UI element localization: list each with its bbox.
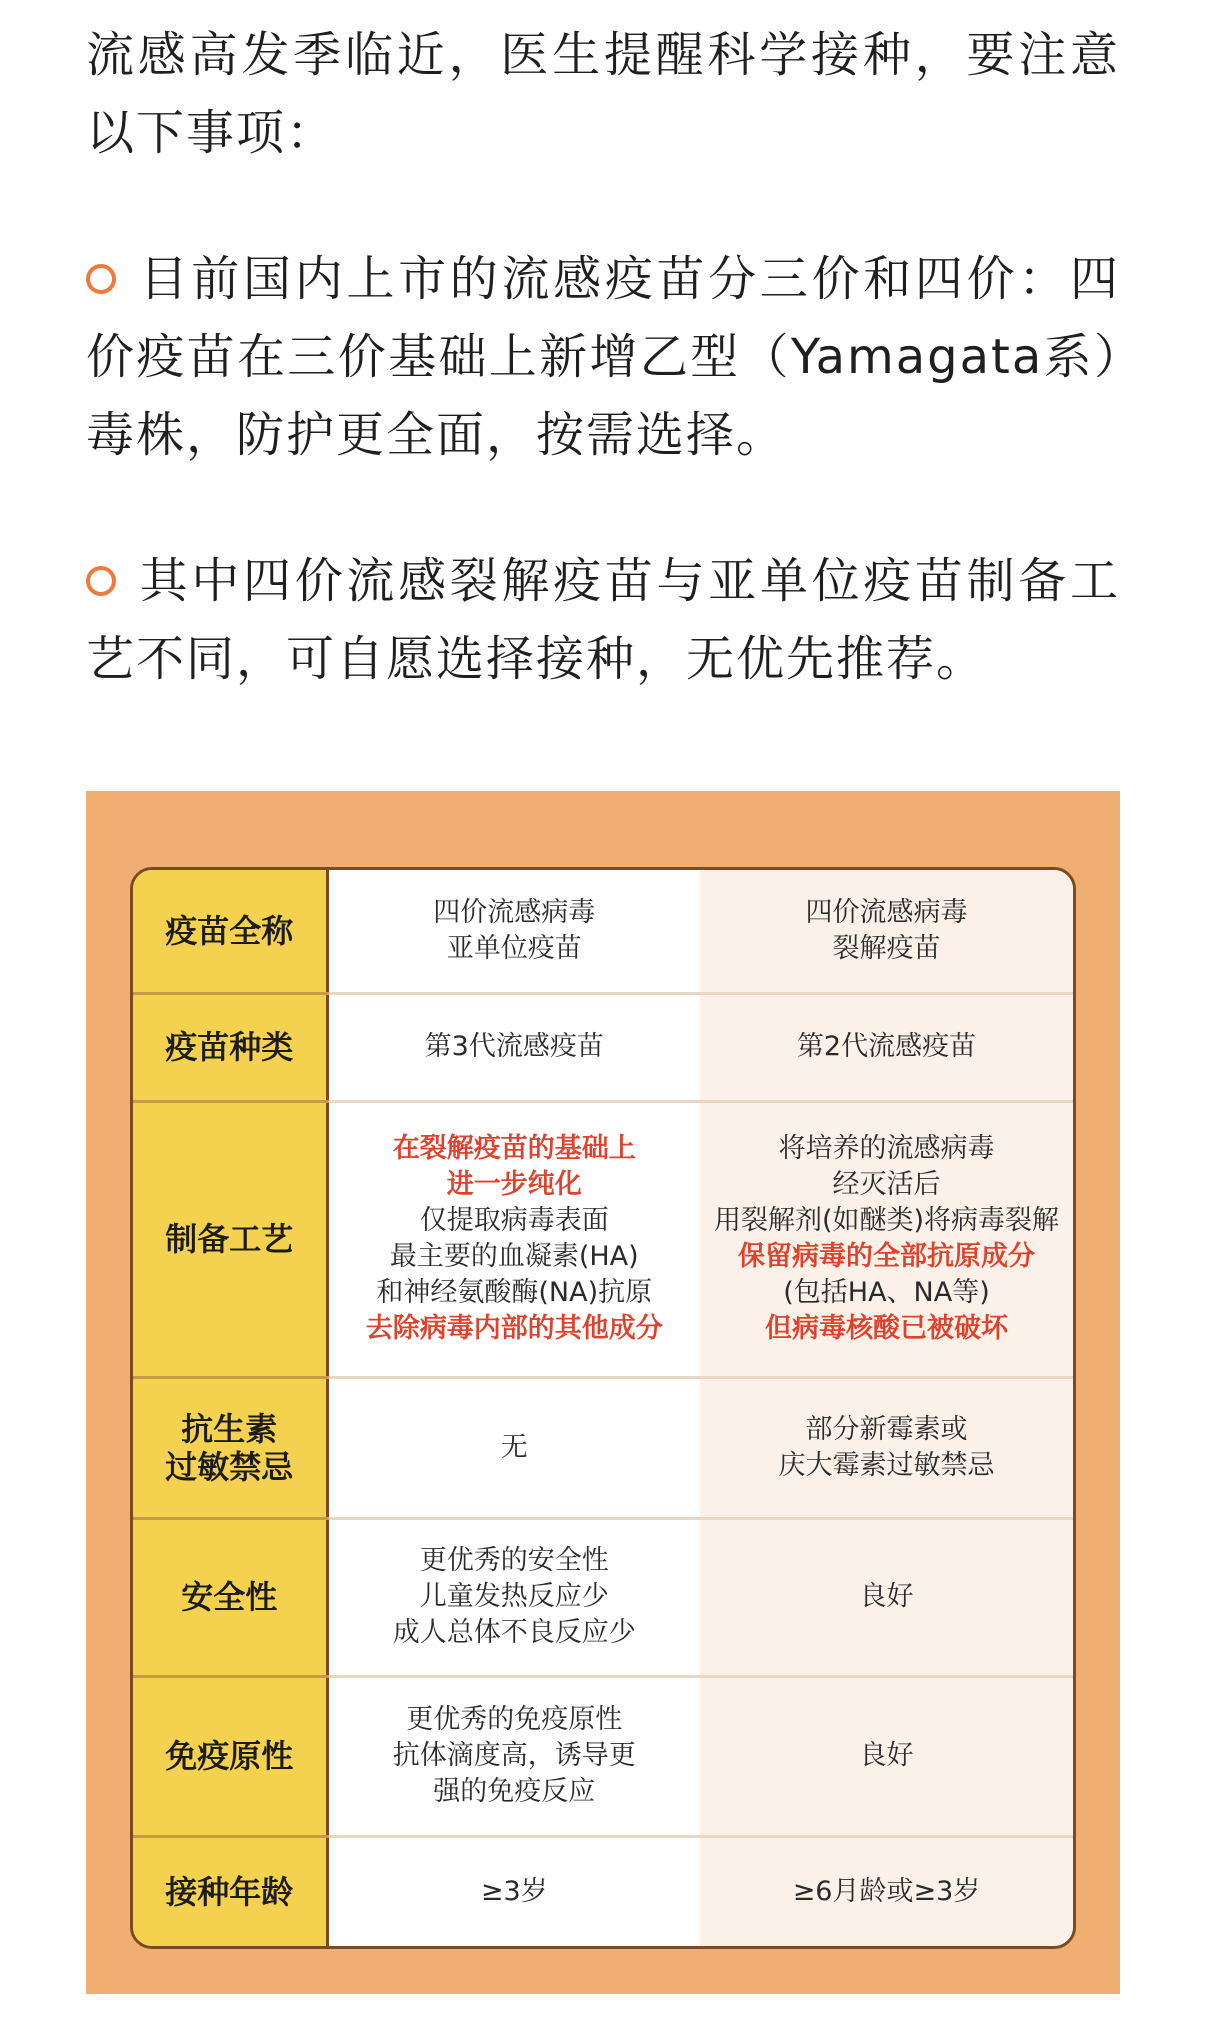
article-body (86, 16, 1120, 766)
split-cell (700, 993, 1073, 1101)
intro-paragraph: 流感高发季临近，医生提醒科学接种，要注意以下事项： (86, 27, 1120, 161)
subunit-cell (327, 993, 700, 1101)
cell-text: 良好 (859, 1581, 914, 1612)
cell-text: ≥6月龄或≥3岁 (792, 1875, 981, 1907)
table-row (133, 1101, 1073, 1377)
row-header: 制备工艺 (133, 1101, 327, 1377)
subunit-cell (327, 1836, 700, 1946)
cell-text: 四价流感病毒 (805, 896, 968, 928)
table-row (133, 1836, 1073, 1946)
cell-text: 最主要的血凝素(HA) (389, 1241, 639, 1272)
cell-text: 抗体滴度高，诱导更 (392, 1740, 636, 1771)
bullet-text-2: 其中四价流感裂解疫苗与亚单位疫苗制备工艺不同，可自愿选择接种，无优先推荐。 (86, 553, 1120, 687)
table-row (133, 870, 1073, 993)
subunit-cell (327, 1101, 700, 1377)
cell-text: 用裂解剂(如醚类)将病毒裂解 (713, 1205, 1060, 1236)
subunit-cell (327, 1518, 700, 1676)
subunit-cell (327, 870, 700, 993)
table-row (133, 1377, 1073, 1518)
row-header: 疫苗种类 (133, 993, 327, 1101)
vaccine-comparison-table (130, 867, 1076, 1949)
bullet-text-1: 目前国内上市的流感疫苗分三价和四价：四价疫苗在三价基础上新增乙型（Yamagata系）毒株，防护更全面，按需选择。 (86, 251, 1120, 463)
subunit-cell (327, 1377, 700, 1518)
cell-text: (包括HA、NA等) (783, 1277, 990, 1308)
cell-text: 强的免疫反应 (433, 1776, 596, 1807)
cell-text: 更优秀的免疫原性 (406, 1704, 623, 1735)
row-header: 安全性 (133, 1518, 327, 1676)
highlight-text: 在裂解疫苗的基础上 (392, 1133, 636, 1164)
highlight-text: 去除病毒内部的其他成分 (365, 1313, 663, 1344)
table-row (133, 993, 1073, 1101)
split-cell (700, 870, 1073, 993)
cell-text: 裂解疫苗 (832, 932, 941, 964)
cell-text: 庆大霉素过敏禁忌 (778, 1449, 995, 1481)
split-cell (700, 1518, 1073, 1676)
bullet-paragraph-2 (86, 542, 1120, 698)
cell-text: 更优秀的安全性 (419, 1545, 609, 1576)
cell-text: 将培养的流感病毒 (778, 1133, 995, 1164)
split-cell (700, 1836, 1073, 1946)
cell-text: 仅提取病毒表面 (419, 1205, 609, 1236)
cell-text: 亚单位疫苗 (446, 932, 582, 964)
row-header: 免疫原性 (133, 1676, 327, 1836)
highlight-text: 进一步纯化 (446, 1169, 582, 1200)
circle-bullet-icon (86, 566, 116, 596)
table-row (133, 1676, 1073, 1836)
cell-text: 儿童发热反应少 (419, 1581, 609, 1612)
row-header: 疫苗全称 (133, 870, 327, 993)
cell-text: 良好 (859, 1740, 914, 1771)
table-row (133, 1518, 1073, 1676)
split-cell (700, 1377, 1073, 1518)
row-header (133, 1377, 327, 1518)
row-header-line: 抗生素 (181, 1409, 278, 1448)
circle-bullet-icon (86, 264, 116, 294)
highlight-text: 保留病毒的全部抗原成分 (738, 1241, 1035, 1272)
bullet-paragraph-1 (86, 240, 1120, 474)
cell-text: 第3代流感疫苗 (424, 1031, 604, 1062)
row-header-line: 过敏禁忌 (165, 1447, 294, 1486)
cell-text: 四价流感病毒 (433, 896, 596, 928)
cell-text: ≥3岁 (480, 1875, 548, 1907)
cell-text: 第2代流感疫苗 (796, 1031, 977, 1062)
subunit-cell (327, 1676, 700, 1836)
cell-text: 无 (500, 1431, 528, 1463)
row-header: 接种年龄 (133, 1836, 327, 1946)
cell-text: 成人总体不良反应少 (392, 1617, 636, 1648)
highlight-text: 但病毒核酸已被破坏 (765, 1313, 1008, 1344)
cell-text: 部分新霉素或 (805, 1413, 968, 1445)
split-cell (700, 1101, 1073, 1377)
split-cell (700, 1676, 1073, 1836)
cell-text: 经灭活后 (832, 1169, 941, 1200)
comparison-infographic (86, 791, 1120, 1994)
cell-text: 和神经氨酸酶(NA)抗原 (376, 1277, 653, 1308)
